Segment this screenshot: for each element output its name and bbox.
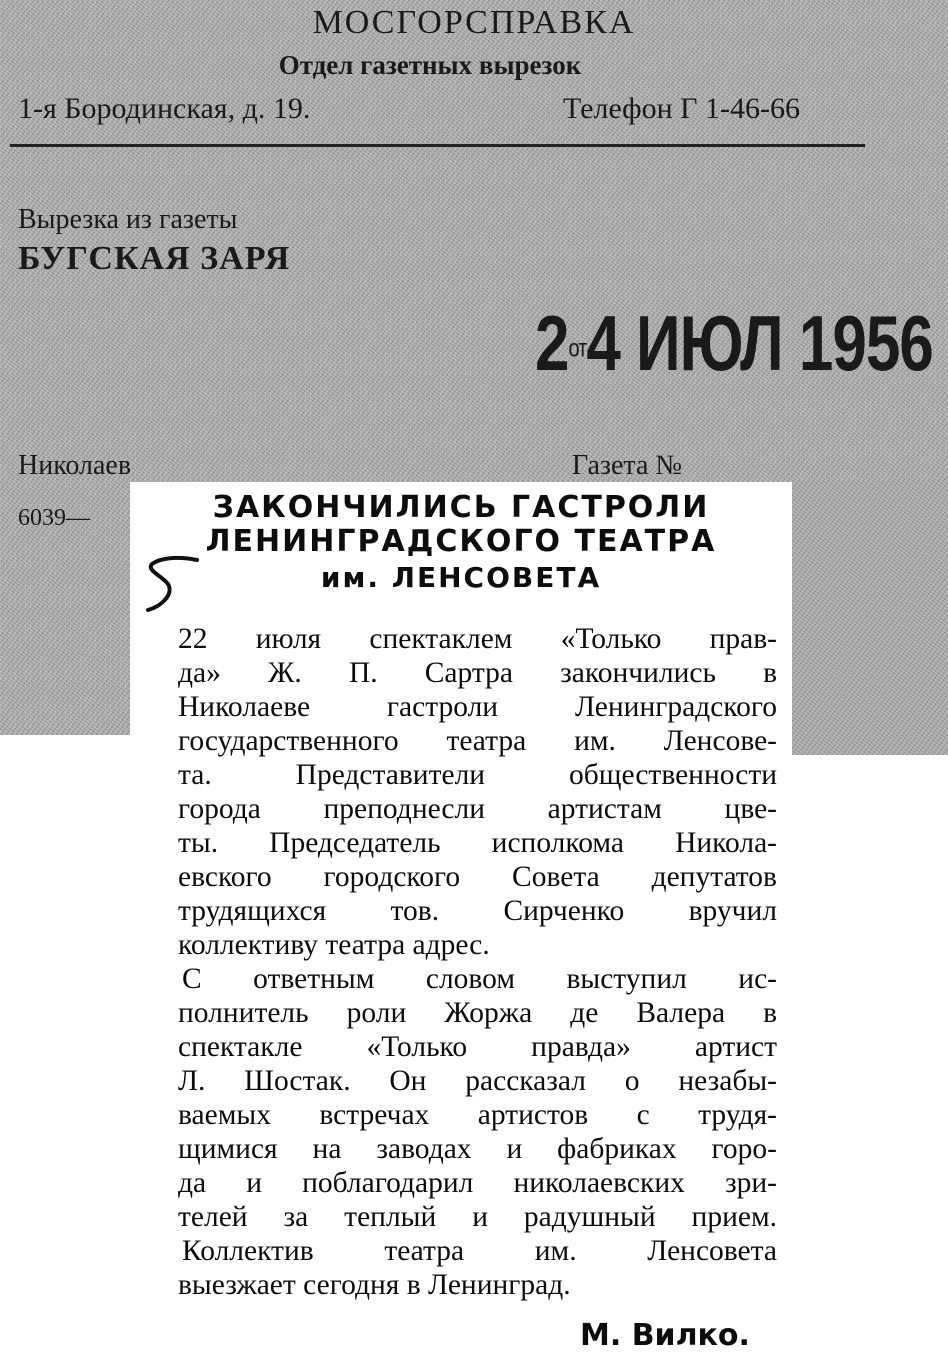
body-line: выезжает сегодня в Ленинград. <box>178 1269 571 1301</box>
header-divider <box>10 144 865 147</box>
body-line: С ответным словом выступил ис- <box>182 963 777 995</box>
body-line: полнитель роли Жоржа де Валера в <box>178 997 777 1029</box>
newspaper-name: БУГСКАЯ ЗАРЯ <box>18 240 291 277</box>
body-line: да и поблагодарил николаевских зри- <box>178 1167 777 1199</box>
body-line: Коллектив театра им. Ленсовета <box>182 1235 777 1267</box>
body-line: ваемых встречах артистов с трудя- <box>178 1099 777 1131</box>
body-line: спектакле «Только правда» артист <box>178 1031 777 1063</box>
gazette-number-label: Газета № <box>572 450 683 481</box>
body-line: города преподнесли артистам цве- <box>178 793 777 825</box>
body-line: та. Представители общественности <box>178 759 777 791</box>
body-line: да» Ж. П. Сартра закончились в <box>178 657 777 689</box>
cutting-label: Вырезка из газеты <box>18 204 238 235</box>
author-signature: М. Вилко. <box>580 1318 750 1353</box>
agency-address: 1-я Бородинская, д. 19. <box>18 92 311 125</box>
date-ot: от <box>568 335 587 363</box>
agency-name: МОСГОРСПРАВКА <box>312 4 636 41</box>
order-number: 6039— <box>18 505 90 531</box>
handwritten-mark-icon <box>142 548 202 618</box>
headline-line-2: ЛЕНИНГРАДСКОГО ТЕАТРА <box>205 524 717 559</box>
body-line: ты. Председатель исполкома Никола- <box>178 827 777 859</box>
paragraph-1 <box>152 622 777 962</box>
body-line: Л. Шостак. Он рассказал о незабы- <box>178 1065 777 1097</box>
date-stamp <box>535 300 933 389</box>
article-body <box>152 622 777 1302</box>
headline-line-3: им. ЛЕНСОВЕТА <box>320 561 602 594</box>
date-value: 4 ИЮЛ 1956 <box>586 301 933 388</box>
paragraph-3 <box>152 1234 777 1302</box>
body-line: коллективу театра адрес. <box>178 929 490 961</box>
body-line: Николаеве гастроли Ленинградского <box>178 691 777 723</box>
body-line: щимися на заводах и фабриках горо- <box>178 1133 777 1165</box>
body-line: государственного театра им. Ленсове- <box>178 725 777 757</box>
paragraph-2 <box>152 962 777 1234</box>
body-line: 22 июля спектаклем «Только прав- <box>178 623 777 655</box>
city-name: Николаев <box>18 450 132 481</box>
headline-line-1: ЗАКОНЧИЛИСЬ ГАСТРОЛИ <box>212 490 710 525</box>
form-background-edge <box>790 480 948 755</box>
agency-phone: Телефон Г 1-46-66 <box>563 92 800 125</box>
department-name: Отдел газетных вырезок <box>278 50 582 80</box>
body-line: евского городского Совета депутатов <box>178 861 777 893</box>
body-line: телей за теплый и радушный прием. <box>178 1201 777 1233</box>
body-line: трудящихся тов. Сирченко вручил <box>178 895 777 927</box>
date-prefix: 2 <box>535 301 569 388</box>
